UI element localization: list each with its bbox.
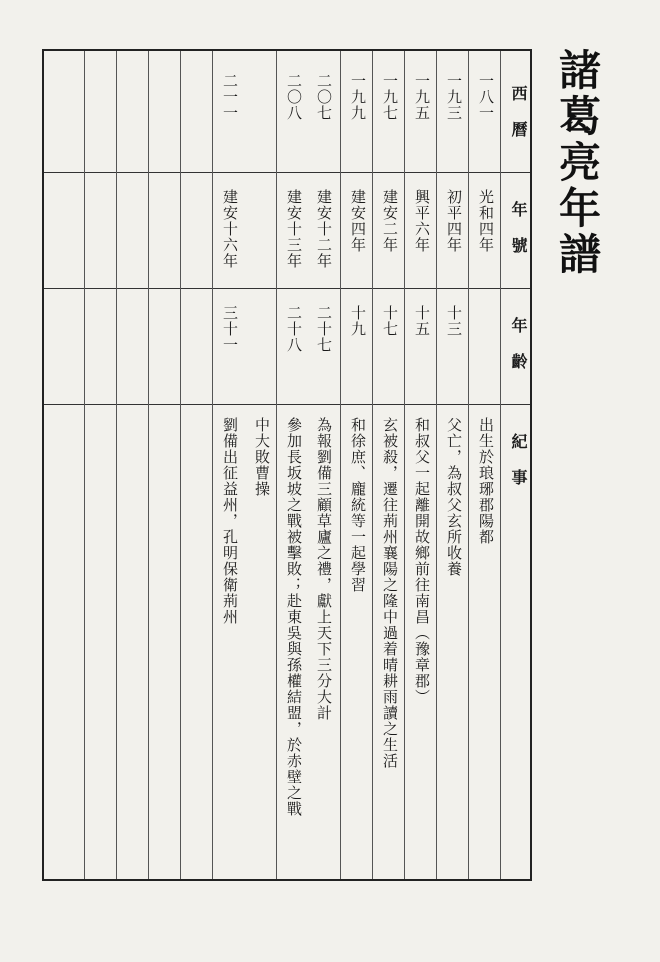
row-divider <box>84 51 85 879</box>
year-cell: 一九五 <box>413 73 431 121</box>
row-divider <box>212 51 213 879</box>
row-divider <box>116 51 117 879</box>
row-divider <box>180 51 181 879</box>
header-events: 紀事 <box>509 433 528 505</box>
event-cell: 參加長坂坡之戰被擊敗；赴東吳與孫權結盟，於赤壁之戰 <box>285 417 303 817</box>
year-cell: 一九三 <box>445 73 463 121</box>
chronology-table <box>42 49 532 881</box>
year-cell: 二〇七 <box>315 73 333 121</box>
event-cell: 出生於琅琊郡陽都 <box>477 417 495 545</box>
age-cell: 三十一 <box>221 305 239 353</box>
age-cell: 十五 <box>413 305 431 337</box>
header-age: 年齡 <box>509 317 528 389</box>
age-cell: 十七 <box>381 305 399 337</box>
page-title: 諸葛亮年譜 <box>553 48 602 278</box>
era-cell: 初平四年 <box>445 189 463 253</box>
header-year: 西曆 <box>509 85 528 157</box>
age-cell: 十三 <box>445 305 463 337</box>
age-cell: 十九 <box>349 305 367 337</box>
era-cell: 建安四年 <box>349 189 367 253</box>
event-cell: 和叔父一起離開故鄉前往南昌（豫章郡） <box>413 417 431 705</box>
age-cell: 二十七 <box>315 305 333 353</box>
year-cell: 二一一 <box>221 73 239 121</box>
row-divider <box>340 51 341 879</box>
era-cell: 興平六年 <box>413 189 431 253</box>
event-cell: 中大敗曹操 <box>253 417 271 497</box>
event-cell: 玄被殺，遷往荊州襄陽之隆中過着晴耕雨讀之生活 <box>381 417 399 769</box>
event-cell: 為報劉備三顧草廬之禮，獻上天下三分大計 <box>315 417 333 721</box>
era-cell: 光和四年 <box>477 189 495 253</box>
era-cell: 建安十二年 <box>315 189 333 269</box>
event-cell: 父亡，為叔父玄所收養 <box>445 417 463 577</box>
era-cell: 建安十三年 <box>285 189 303 269</box>
age-cell: 二十八 <box>285 305 303 353</box>
year-cell: 一八一 <box>477 73 495 121</box>
event-cell: 劉備出征益州，孔明保衛荊州 <box>221 417 239 625</box>
year-cell: 二〇八 <box>285 73 303 121</box>
era-cell: 建安二年 <box>381 189 399 253</box>
year-cell: 一九九 <box>349 73 367 121</box>
header-era: 年號 <box>509 201 528 273</box>
era-cell: 建安十六年 <box>221 189 239 269</box>
event-cell: 和徐庶、龐統等一起學習 <box>349 417 367 593</box>
year-cell: 一九七 <box>381 73 399 121</box>
row-divider <box>148 51 149 879</box>
